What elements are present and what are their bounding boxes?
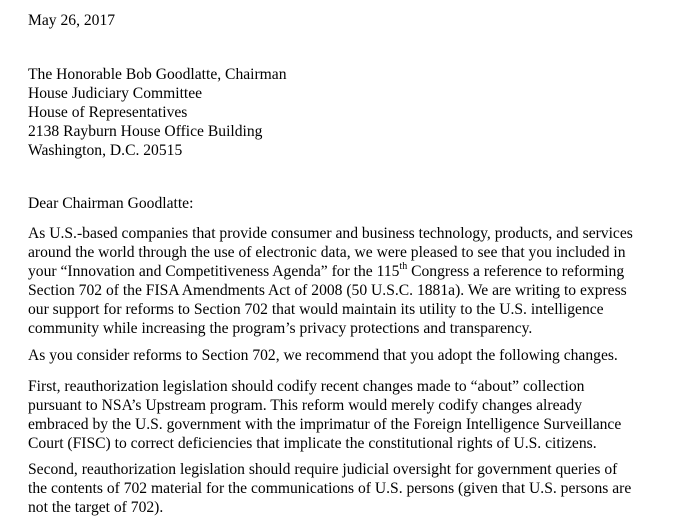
paragraph-line: community while increasing the program’s privacy protections and transparency. — [28, 320, 533, 337]
text-run: your “Innovation and Competitiveness Agenda” for the 115 — [28, 263, 400, 280]
paragraph-line: pursuant to NSA’s Upstream program. This reform would merely codify changes already — [28, 397, 583, 414]
address-line: 2138 Rayburn House Office Building — [28, 123, 263, 140]
paragraph-line: our support for reforms to Section 702 that would maintain its utility to the U.S. intelligence — [28, 301, 604, 318]
paragraph-line: not the target of 702). — [28, 499, 164, 516]
paragraph-line: As U.S.-based companies that provide consumer and business technology, products, and services — [28, 225, 633, 242]
salutation: Dear Chairman Goodlatte: — [28, 195, 194, 212]
paragraph-line — [28, 262, 668, 281]
paragraph-line: First, reauthorization legislation should codify recent changes made to “about” collection — [28, 378, 585, 395]
paragraph-line: embraced by the U.S. government with the imprimatur of the Foreign Intelligence Surveillance — [28, 416, 622, 433]
paragraph-line: Second, reauthorization legislation should require judicial oversight for government queries of — [28, 461, 618, 478]
paragraph-line: Court (FISC) to correct deficiencies that implicate the constitutional rights of U.S. citizens. — [28, 435, 597, 452]
letter-date: May 26, 2017 — [28, 12, 116, 29]
address-line: House of Representatives — [28, 104, 188, 121]
paragraph-line: around the world through the use of electronic data, we were pleased to see that you included in — [28, 244, 626, 261]
paragraph-line: the contents of 702 material for the communications of U.S. persons (given that U.S. persons are — [28, 480, 632, 497]
paragraph-recommendation — [28, 346, 668, 365]
paragraph-second-change — [28, 460, 668, 517]
recipient-address — [28, 65, 287, 160]
paragraph-first-change — [28, 377, 668, 453]
paragraph-line: Section 702 of the FISA Amendments Act of 2008 (50 U.S.C. 1881a). We are writing to express — [28, 282, 627, 299]
address-line: House Judiciary Committee — [28, 85, 203, 102]
paragraph-intro — [28, 224, 668, 338]
paragraph-line: As you consider reforms to Section 702, we recommend that you adopt the following changes. — [28, 347, 618, 364]
text-run: Congress a reference to reforming — [407, 263, 625, 280]
address-line: The Honorable Bob Goodlatte, Chairman — [28, 66, 287, 83]
address-line: Washington, D.C. 20515 — [28, 142, 183, 159]
superscript-ordinal: th — [399, 260, 408, 272]
